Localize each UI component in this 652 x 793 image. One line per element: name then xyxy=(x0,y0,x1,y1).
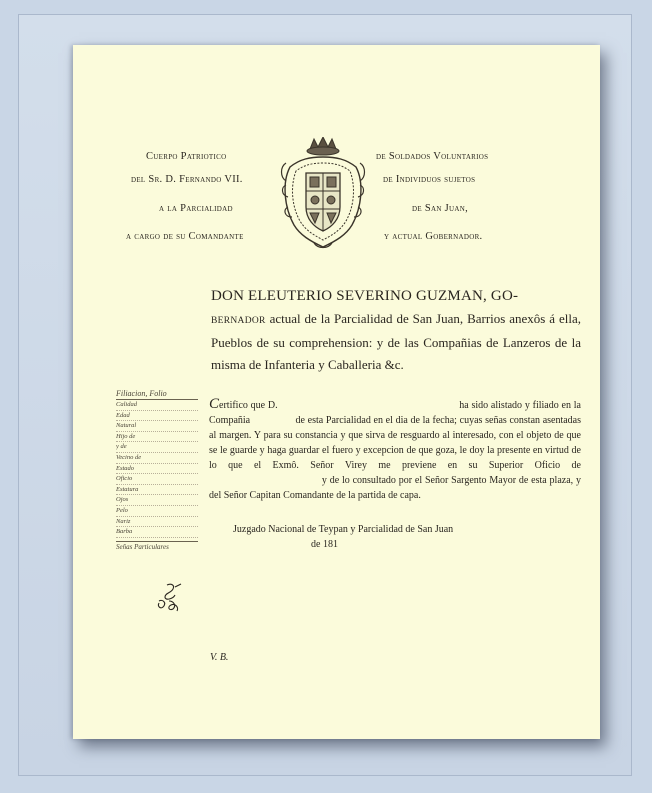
signature-flourish-icon xyxy=(153,581,189,613)
certificate-part-3: de esta Parcialidad en el dia de la fecha; cuyas señas constan asentadas al margen. Y para su constancia y que sirva de resguardo al interesado, con el objeto de que se le guarde y haga guardar el fuero y excepcion de que goza, le doy la presente en virtud de lo que el Exmô. Señor Virey me previene en su Superior Oficio de xyxy=(209,415,582,471)
filiation-field: Calidad xyxy=(116,400,198,411)
header-right-line-4: y actual Gobernador. xyxy=(384,231,483,242)
filiation-field: Barba xyxy=(116,527,198,538)
certificate-part-1: ertifico que D. xyxy=(219,400,278,411)
filiation-field: y de xyxy=(116,442,198,453)
filiation-field: Nariz xyxy=(116,517,198,528)
document-sheet xyxy=(73,45,600,739)
filiation-footer: Señas Particulares xyxy=(116,541,198,551)
royal-coat-of-arms-icon xyxy=(280,137,366,253)
visto-bueno-mark: V. B. xyxy=(210,652,229,663)
certificate-part-4: y de lo consultado por el Señor Sargento Mayor de esta plaza, y del Señor Capitan Comandante de la partida de capa. xyxy=(209,475,581,501)
closing-date-line: de 181 xyxy=(311,539,338,550)
governor-title-rest: actual de la Parcialidad de San Juan, Barrios anexôs á ella, Pueblos de su comprehension: y de las Compañias de Lanzeros de la misma de Infanteria y Caballeria &c. xyxy=(211,310,581,372)
filiation-field: Estatura xyxy=(116,485,198,496)
filiation-field: Edad xyxy=(116,411,198,422)
filiation-heading: Filiacion, Folio xyxy=(116,389,198,400)
header-right-line-1: de Soldados Voluntarios xyxy=(376,151,489,162)
filiation-field: Pelo xyxy=(116,506,198,517)
certificate-part-2: ha sido alistado y filiado en la Compañia xyxy=(209,400,581,426)
governor-title-block xyxy=(211,285,581,375)
filiation-field: Natural xyxy=(116,421,198,432)
filiation-field: Estado xyxy=(116,464,198,475)
filiation-field: Hijo de xyxy=(116,432,198,443)
header-left-line-2: del Sr. D. Fernando VII. xyxy=(131,174,243,185)
filiation-margin xyxy=(116,389,198,551)
header-right-line-3: de San Juan, xyxy=(412,203,469,214)
header-left-line-1: Cuerpo Patriotico xyxy=(146,151,227,162)
governor-title-lead: BERNADOR xyxy=(211,315,266,326)
closing-place-line: Juzgado Nacional de Teypan y Parcialidad de San Juan xyxy=(233,524,454,535)
filiation-field: Vecino de xyxy=(116,453,198,464)
header-left-line-3: a la Parcialidad xyxy=(159,203,233,214)
filiation-field: Ojos xyxy=(116,495,198,506)
header-left-line-4: a cargo de su Comandante xyxy=(126,231,244,242)
filiation-field: Oficio xyxy=(116,474,198,485)
certificate-body xyxy=(209,397,581,503)
header-right-line-2: de Individuos sujetos xyxy=(383,174,476,185)
certificate-initial: C xyxy=(209,396,220,412)
governor-name: DON ELEUTERIO SEVERINO GUZMAN, GO- xyxy=(211,288,519,304)
